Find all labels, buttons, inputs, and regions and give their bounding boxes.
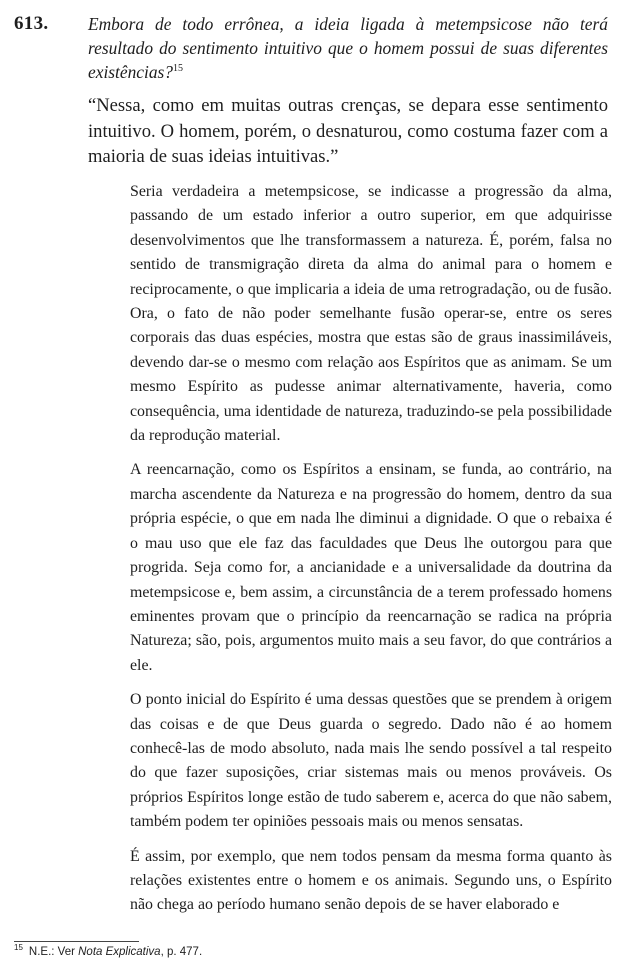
commentary-paragraph-2: A reencarnação, como os Espíritos a ensinam, se funda, ao contrário, na marcha ascendente da Natureza e na progressão do homem, dentro da sua própria espécie, o que em nada lhe diminui a dignidade. O que o rebaixa é o mau uso que ele faz das faculdades que Deus lhe outorgou para que progrida. Seja como for, a ancianidade e a universalidade da doutrina da metempsicose e, bem assim, a circunstância de a terem professado homens eminentes provam que o princípio da reencarnação se radica na própria Natureza; são, pois, argumentos muito mais a seu favor, do que contrários a ele.	[130, 461, 612, 674]
commentary	[130, 180, 612, 928]
question-text-block	[88, 12, 608, 84]
question-number: 613.	[14, 13, 49, 34]
footnote-title: Nota Explicativa	[78, 946, 161, 958]
commentary-paragraph-1: Seria verdadeira a metempsicose, se indicasse a progressão da alma, passando de um estado inferior a outro superior, em que adquirisse desenvolvimentos que lhe transformassem a natureza. É, porém, falsa no sentido de transmigração direta da alma do animal para o homem e reciprocamente, o que implicaria a ideia de uma retrogradação, ou de fusão. Ora, o fato de não poder semelhante fusão operar-se, entre os seres corporais das duas espécies, mostra que estas são de graus inassimiláveis, devendo dar-se o mesmo com relação aos Espíritos que as animam. Se um mesmo Espírito as pudesse animar alternativamente, haveria, como consequência, uma identidade de natureza, traduzindo-se pela possibilidade da reprodução material.	[130, 183, 612, 445]
commentary-paragraph-4: É assim, por exemplo, que nem todos pensam da mesma forma quanto às relações existentes entre o homem e os animais. Segundo uns, o Espírito não chega ao período humano senão depois de se haver elaborado e	[130, 847, 612, 914]
commentary-paragraph-3: O ponto inicial do Espírito é uma dessas questões que se prendem à origem das coisas e de que Deus guarda o segredo. Dado não é ao homem conhecê-las de modo absoluto, nada mais lhe sendo possível a tal respeito do que fazer suposições, criar sistemas mais ou menos prováveis. Os próprios Espíritos longe estão de tudo saberem e, acerca do que não sabem, também podem ter opiniões pessoais mais ou menos sensatas.	[130, 691, 612, 831]
answer-text: “Nessa, como em muitas outras crenças, se depara esse sentimento intuitivo. O homem, porém, o desnaturou, como costuma fazer com a maioria de suas ideias intuitivas.”	[88, 95, 608, 167]
footnote-suffix: , p. 477.	[160, 946, 203, 958]
footnote-reference: 15	[173, 63, 183, 75]
question-text: Embora de todo errônea, a ideia ligada à metempsicose não terá resultado do sentimento intuitivo que o homem possui de suas diferentes existências?	[88, 14, 608, 82]
footnote	[14, 945, 202, 960]
footnote-divider	[14, 941, 139, 942]
footnote-number: 15	[14, 943, 23, 953]
footnote-prefix: N.E.: Ver	[28, 946, 79, 958]
